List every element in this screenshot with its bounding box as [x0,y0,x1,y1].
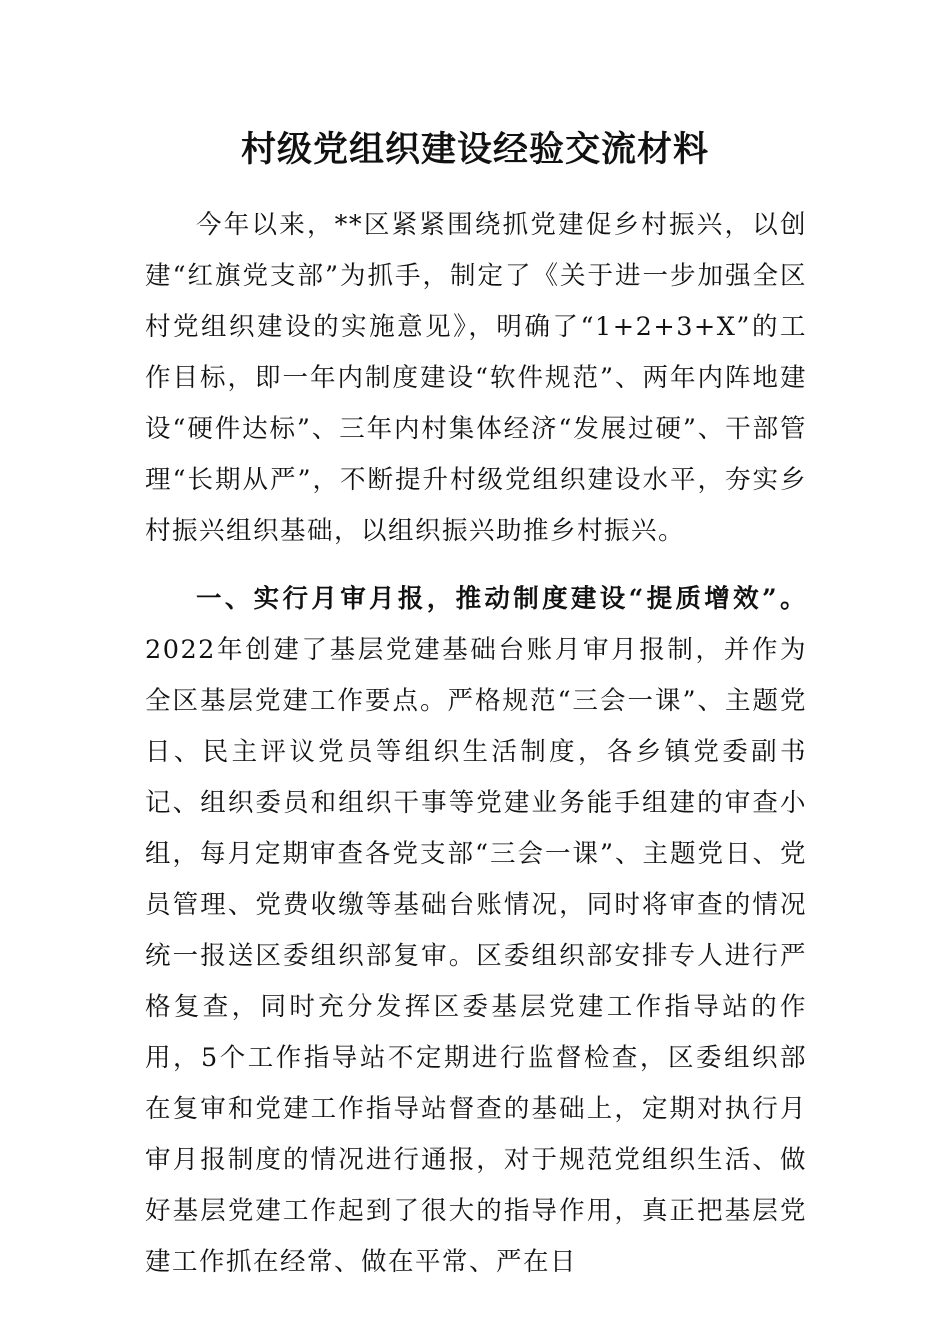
document-title: 村级党组织建设经验交流材料 [240,129,709,170]
section-1-paragraph [145,574,807,1288]
section-1-heading: 一、实行月审月报，推动制度建设“提质增效”。 [196,584,807,614]
document-body [145,200,807,1288]
section-1-text: 2022年创建了基层党建基础台账月审月报制，并作为全区基层党建工作要点。严格规范“三会一课”、主题党日、民主评议党员等组织生活制度，各乡镇党委副书记、组织委员和组织干事等党建业务能手组建的审查小组，每月定期审查各党支部“三会一课”、主题党日、党员管理、党费收缴等基础台账情况，同时将审查的情况统一报送区委组织部复审。区委组织部安排专人进行严格复查，同时充分发挥区委基层党建工作指导站的作用，5个工作指导站不定期进行监督检查，区委组织部在复审和党建工作指导站督查的基础上，定期对执行月审月报制度的情况进行通报，对于规范党组织生活、做好基层党建工作起到了很大的指导作用，真正把基层党建工作抓在经常、做在平常、严在日 [145,635,807,1277]
intro-paragraph: 今年以来，**区紧紧围绕抓党建促乡村振兴，以创建“红旗党支部”为抓手，制定了《关于进一步加强全区村党组织建设的实施意见》，明确了“1+2+3+X”的工作目标，即一年内制度建设“软件规范”、两年内阵地建设“硬件达标”、三年内村集体经济“发展过硬”、干部管理“长期从严”，不断提升村级党组织建设水平，夯实乡村振兴组织基础，以组织振兴助推乡村振兴。 [145,210,807,546]
